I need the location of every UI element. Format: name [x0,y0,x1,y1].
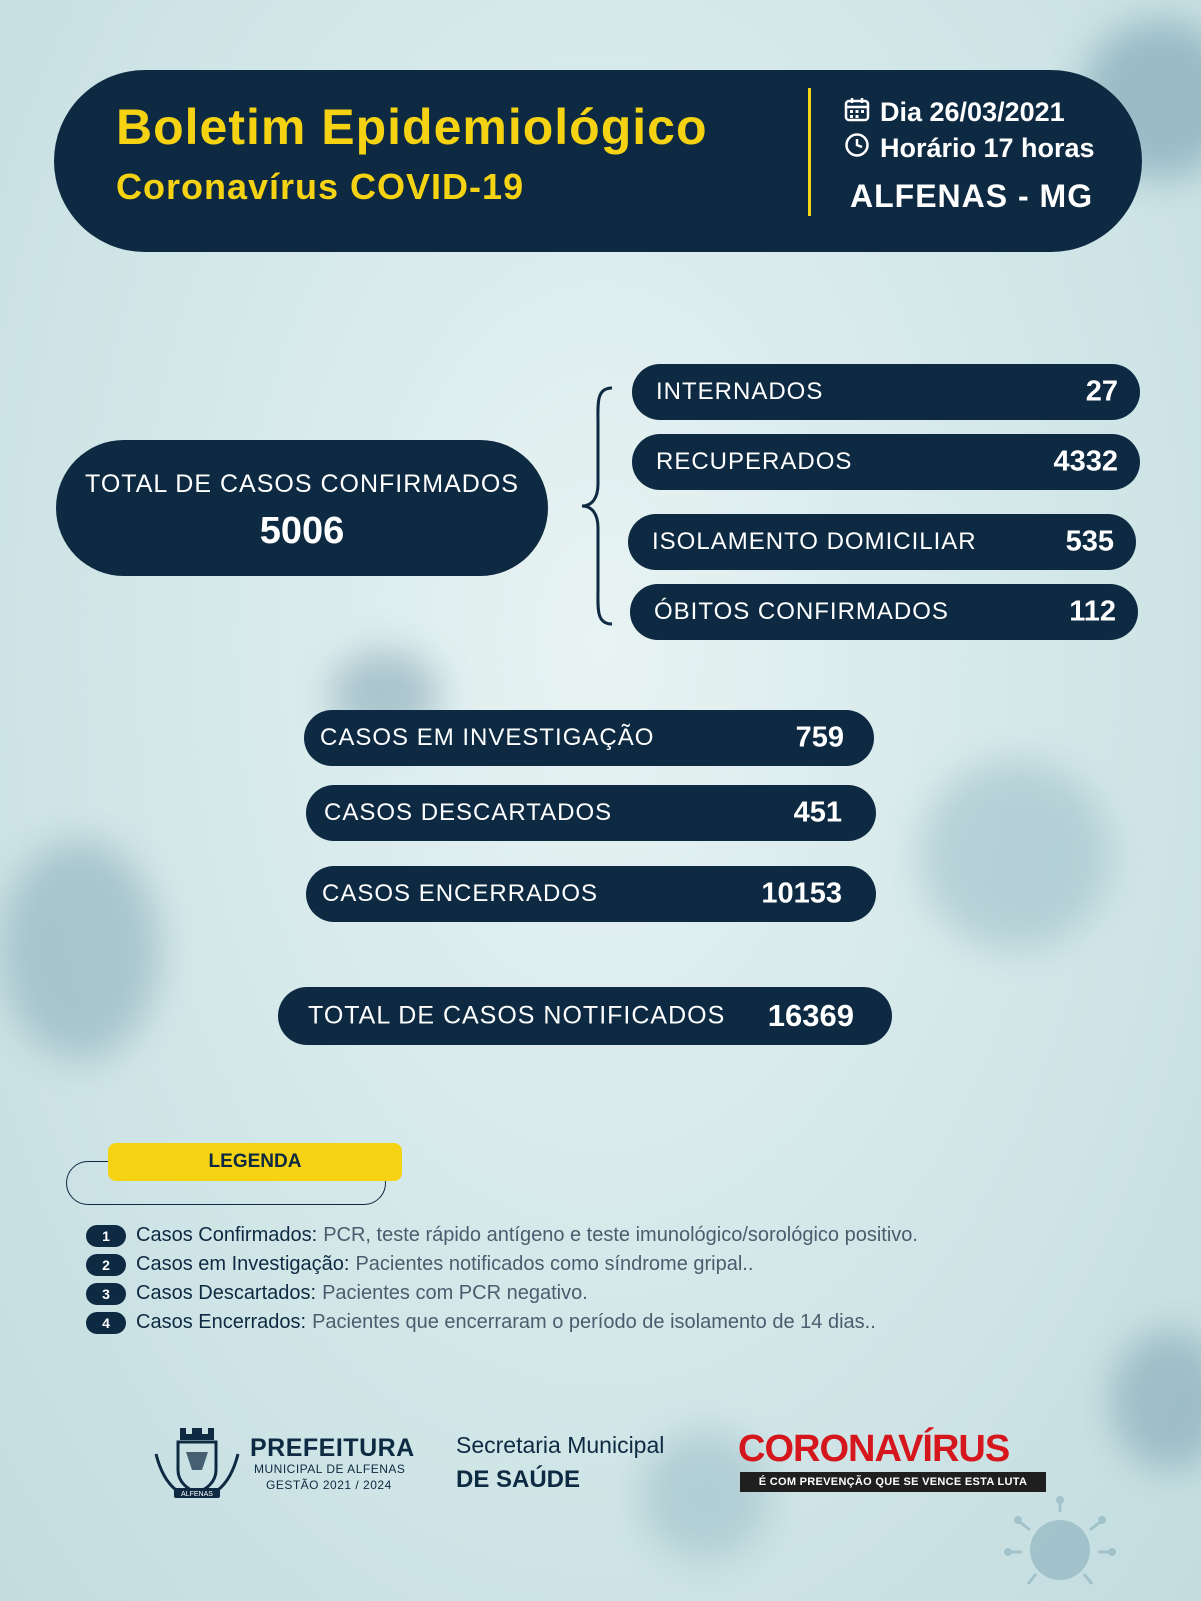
time-text: Horário 17 horas [880,133,1095,163]
total-notified-label: TOTAL DE CASOS NOTIFICADOS [308,1001,726,1030]
legend-term: Casos Encerrados: [136,1311,307,1333]
legend-number-badge: 1 [86,1225,126,1247]
date-line [844,96,1065,129]
legend-description: Pacientes com PCR negativo. [322,1282,588,1304]
total-confirmed-value: 5006 [259,510,345,552]
city-seal-logo [152,1424,242,1505]
bulletin-header [54,70,1142,252]
header-divider [808,88,811,216]
bg-blob [920,760,1110,950]
cases-value: 451 [793,796,842,829]
bg-blob [0,840,160,1060]
campaign-brand: CORONAVÍRUS [738,1428,1010,1470]
campaign-slogan: É COM PREVENÇÃO QUE SE VENCE ESTA LUTA [740,1472,1046,1492]
bulletin-subtitle: Coronavírus COVID-19 [116,166,525,207]
secretaria-dept: DE SAÚDE [456,1466,581,1493]
cases-value: 10153 [761,877,842,910]
stat-value: 4332 [1053,445,1118,478]
stat-value: 27 [1085,375,1118,408]
stat-label: INTERNADOS [656,378,824,405]
legend-number-badge: 2 [86,1254,126,1276]
prefeitura-title: PREFEITURA [250,1434,415,1462]
legend-description: Pacientes que encerraram o período de isolamento de 14 dias.. [312,1311,876,1333]
stat-label: RECUPERADOS [656,448,853,475]
total-confirmed-label: TOTAL DE CASOS CONFIRMADOS [85,470,519,498]
location-text: ALFENAS - MG [850,178,1094,214]
legend-title: LEGENDA [108,1143,402,1181]
cases-label: CASOS DESCARTADOS [324,799,613,826]
legend-term: Casos Confirmados: [136,1224,318,1246]
stat-value: 535 [1065,525,1114,558]
curly-brace [578,384,618,628]
stat-pill-recuperados [632,434,1140,490]
cases-value: 759 [795,721,844,754]
cases-pill-descartados [306,785,876,841]
total-notified-pill [278,987,892,1045]
bulletin-title: Boletim Epidemiológico [116,99,708,155]
seal-text: ALFENAS [181,1491,213,1498]
cases-label: CASOS EM INVESTIGAÇÃO [320,724,655,751]
cases-label: CASOS ENCERRADOS [322,880,599,907]
total-notified-value: 16369 [767,998,854,1033]
secretaria-name: Secretaria Municipal [456,1432,665,1458]
legend-item [86,1224,918,1247]
cases-pill-encerrados [306,866,876,922]
legend-description: Pacientes notificados como síndrome gripal.. [355,1253,754,1275]
prefeitura-subtitle: MUNICIPAL DE ALFENAS [254,1462,406,1476]
cases-pill-investigacao [304,710,874,766]
stat-label: ISOLAMENTO DOMICILIAR [652,528,977,555]
calendar-icon [844,96,870,129]
clock-icon [844,132,870,165]
legend-item [86,1282,588,1305]
prefeitura-term: GESTÃO 2021 / 2024 [266,1478,392,1492]
bg-blob [1110,1330,1201,1470]
stat-label: ÓBITOS CONFIRMADOS [654,598,949,625]
legend-number-badge: 3 [86,1283,126,1305]
stat-pill-isolamento [628,514,1136,570]
stat-pill-internados [632,364,1140,420]
legend-item [86,1253,753,1276]
date-text: Dia 26/03/2021 [880,97,1065,127]
stat-value: 112 [1069,595,1116,628]
time-line [844,132,1095,165]
legend-item [86,1311,876,1334]
legend-term: Casos em Investigação: [136,1253,350,1275]
legend-term: Casos Descartados: [136,1282,317,1304]
legend-number-badge: 4 [86,1312,126,1334]
total-confirmed-card [56,440,548,576]
stat-pill-obitos [630,584,1138,640]
legend-description: PCR, teste rápido antígeno e teste imunológico/sorológico positivo. [323,1224,918,1246]
virus-icon [1000,1490,1120,1595]
